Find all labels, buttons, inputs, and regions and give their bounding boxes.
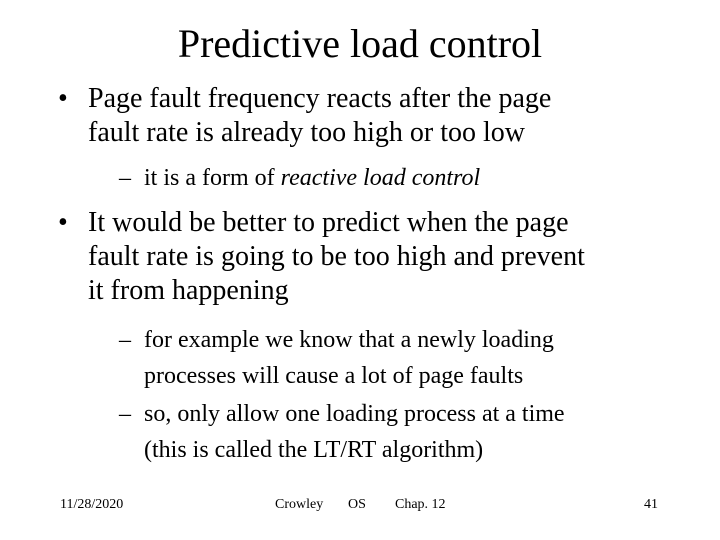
sub-bullet-2-2-line-2: (this is called the LT/RT algorithm) (144, 437, 484, 463)
sub-bullet-1-1-plain: it is a form of (144, 165, 281, 191)
sub-bullet-dash: – (119, 327, 131, 353)
bullet-1 (58, 82, 552, 150)
footer-chapter: Chap. 12 (395, 497, 446, 512)
footer-course: OS (348, 497, 366, 512)
sub-bullet-2-2-line-1: so, only allow one loading process at a time (144, 401, 565, 427)
bullet-2 (58, 206, 585, 308)
footer-author: Crowley (275, 497, 324, 512)
bullet-mark: • (58, 207, 68, 238)
sub-bullet-dash: – (119, 401, 131, 427)
sub-bullet-2-1-line-1: for example we know that a newly loading (144, 327, 554, 353)
sub-bullet-1-1 (119, 160, 481, 196)
footer-page-number: 41 (644, 497, 658, 512)
bullet-2-line-2: fault rate is going to be too high and prevent (88, 241, 585, 272)
footer-date: 11/28/2020 (60, 497, 124, 512)
sub-bullet-1-1-italic: reactive load control (280, 165, 481, 191)
bullet-2-line-3: it from happening (88, 275, 289, 306)
sub-bullet-2-2 (119, 396, 565, 468)
slide-title: Predictive load control (177, 21, 543, 66)
sub-bullet-dash: – (119, 165, 131, 191)
bullet-1-line-1: Page fault frequency reacts after the page (88, 83, 552, 114)
sub-bullet-1-1-text (144, 160, 480, 196)
sub-bullet-2-1-line-2: processes will cause a lot of page faults (144, 363, 524, 389)
bullet-1-line-2: fault rate is already too high or too low (88, 117, 525, 148)
bullet-mark: • (58, 83, 68, 114)
bullet-2-line-1: It would be better to predict when the page (88, 207, 569, 238)
sub-bullet-2-1 (119, 322, 554, 394)
